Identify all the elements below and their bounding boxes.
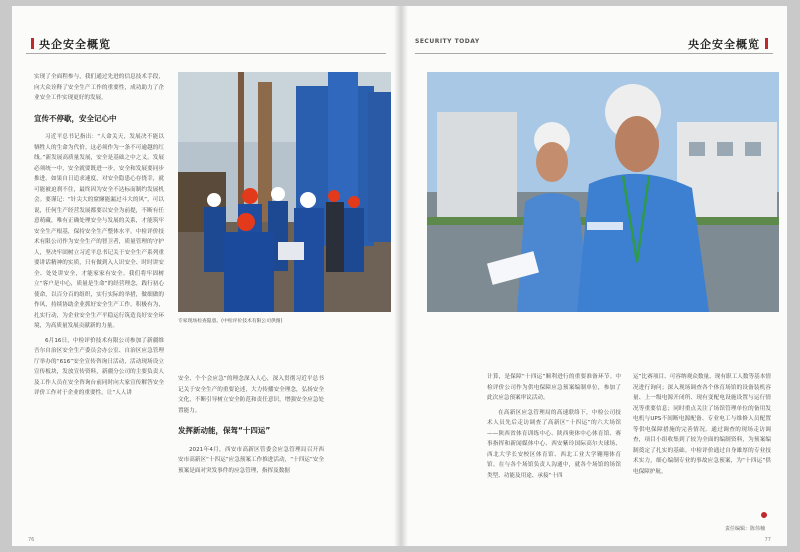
body-paragraph: 在高新区应急管理局的高速联络下，中检公司技术人员先后走访调查了高新区“十四运”的六大场馆——陕西省体育训练中心、陕西奥体中心体育馆、赛事指挥和新闻媒体中心、西安紫玲国际高尔夫球场、西北大学长安校区体育馆、西北工业大学翱翔体育馆。在与各个场馆负责人沟通中，就各个场馆的场馆类型、功能及用途、承接“十四 [487,409,621,479]
page-number-right: 77 [764,537,771,543]
section-title-right [688,36,773,52]
editor-credit: 责任编辑：陈伟楠 [724,526,765,532]
page-number-left: 76 [28,537,35,543]
photo-caption: 专家现场检查隐患。(中检评价技术有限公司供图) [178,319,283,324]
right-column-1 [487,372,621,485]
body-paragraph: 6月16日，中检评价技术有限公司参加了新疆维吾尔自治区安全生产委员会办公室、自治区应急管理厅举办的“616”安全宣传咨询日活动，活动现场设立宣传板块，发放宣传资料，新疆分公司的主要负责人及工作人员在安全咨询台前同时向大家宣传解答安全评价工作对于企业的重要性，让“人人讲 [34,337,164,396]
heading-propaganda: 宣传不停歇，安全记心中 [34,113,117,123]
inspection-photo-illustration [178,72,391,312]
heading-games: 发挥新动能，保驾“十四运” [178,426,271,435]
right-column-2 [633,372,771,481]
left-column-2 [178,374,324,480]
header-rule-left [26,53,386,54]
section-title-text: 央企安全概览 [688,38,760,51]
left-page [12,6,401,546]
intro-paragraph: 实现了全面程参与，我们通过先进的信息技术手段，向大众诠释了安全生产工作的重要性，成功助力了企业安全工作实现更好的发展。 [34,74,164,101]
section-marker [765,38,768,49]
body-paragraph: 安全、个个会应急”的理念深入人心，深入贯彻习近平总书记关于安全生产的重要论述，大力传播安全理念，弘扬安全文化，不断引导树立安全防范和责任意识，增强安全应急处置能力。 [178,376,324,414]
right-page [401,6,787,546]
photo-inspectors [427,72,779,312]
magazine-name: SECURITY TODAY [415,38,480,45]
body-paragraph: 习近平总书记指出：“人命关天，发展决不能以牺牲人的生命为代价。这必须作为一条不可逾越的红线。”新发展高质量发展，安全是基础之中之义。发展必须统一中，安全就要既进一步，安全和发展要同步推进。如果自日追求速度，对安全隐患心存侥幸，就可能被迫刹不住，最终因为安全不达标而制约发展机会。要谨记：“针尖大的窟窿能漏过斗大的风”，可以说，任何生产经营发展都要以安全为前提，不断有任意萌藏，唯有正确处理安全与发展的关系，才能筑牢安全生产根基，保持安全生产整体水平。中检评价技术有限公司作为安全生产的智卫者，质量管理的守护人，坚决牢固树立习近平总书记关于安全生产系列重要讲话精神的实质，只有做到入人识安全、时时讲安全、处处讲安全，才能家家有安全。我们将牢固树立“客户是中心，质量是生命”的经营理念，践行初心使命，以百分百的组织，实行实际的举措，做细做的作风，持续协助企业抓好安全生产工作，积极有为，扎实行动，为企业安全生产平稳运行筑造良好安全环境，为高质量发展贡献新的力量。 [34,134,164,329]
photo-site-inspection [178,72,391,312]
section-title-left [26,36,111,52]
inspectors-photo-illustration [427,72,779,312]
book-spine-shadow [394,6,408,546]
left-column-1 [34,72,164,403]
section-marker [31,38,34,49]
body-paragraph: 2021年4月，西安市高新区管委会应急管理局召开西安市高新区“十四运”应急预案工作推进活动，“十四运”安全预案是面对突发事件的应急管理，指挥及数据 [178,446,324,474]
body-paragraph: 运”比赛项目、可容纳观众数量、现有职工人数等基本情况进行询问；深入现场调查各个体育场馆的设备装机容量、上一级电源开闭所、现有变配电设施设置与运行情况等重要信息；同时重点关注了场馆管理单位的备用发电机与UPS不间断电源配备、专业电工与维修人员配置等供电保障措施的完善情况。通过调查的现场走访调查，项目小组收集到了较为全面的编制资料，为预案编制奠定了扎实的基础。中检评价通过自身雄厚的专业技术实力，细心编制专业的事故应急预案，为“十四运”供电保障护航。 [633,374,771,475]
end-mark-icon [761,512,767,518]
body-paragraph: 计算，是保障“十四运”顺利进行的重要准备环节。中检评价公司作为供电保障应急预案编制单位，参加了此次应急预案审议活动。 [487,374,621,401]
header-rule-right [415,53,773,54]
section-title-text: 央企安全概览 [39,38,111,51]
